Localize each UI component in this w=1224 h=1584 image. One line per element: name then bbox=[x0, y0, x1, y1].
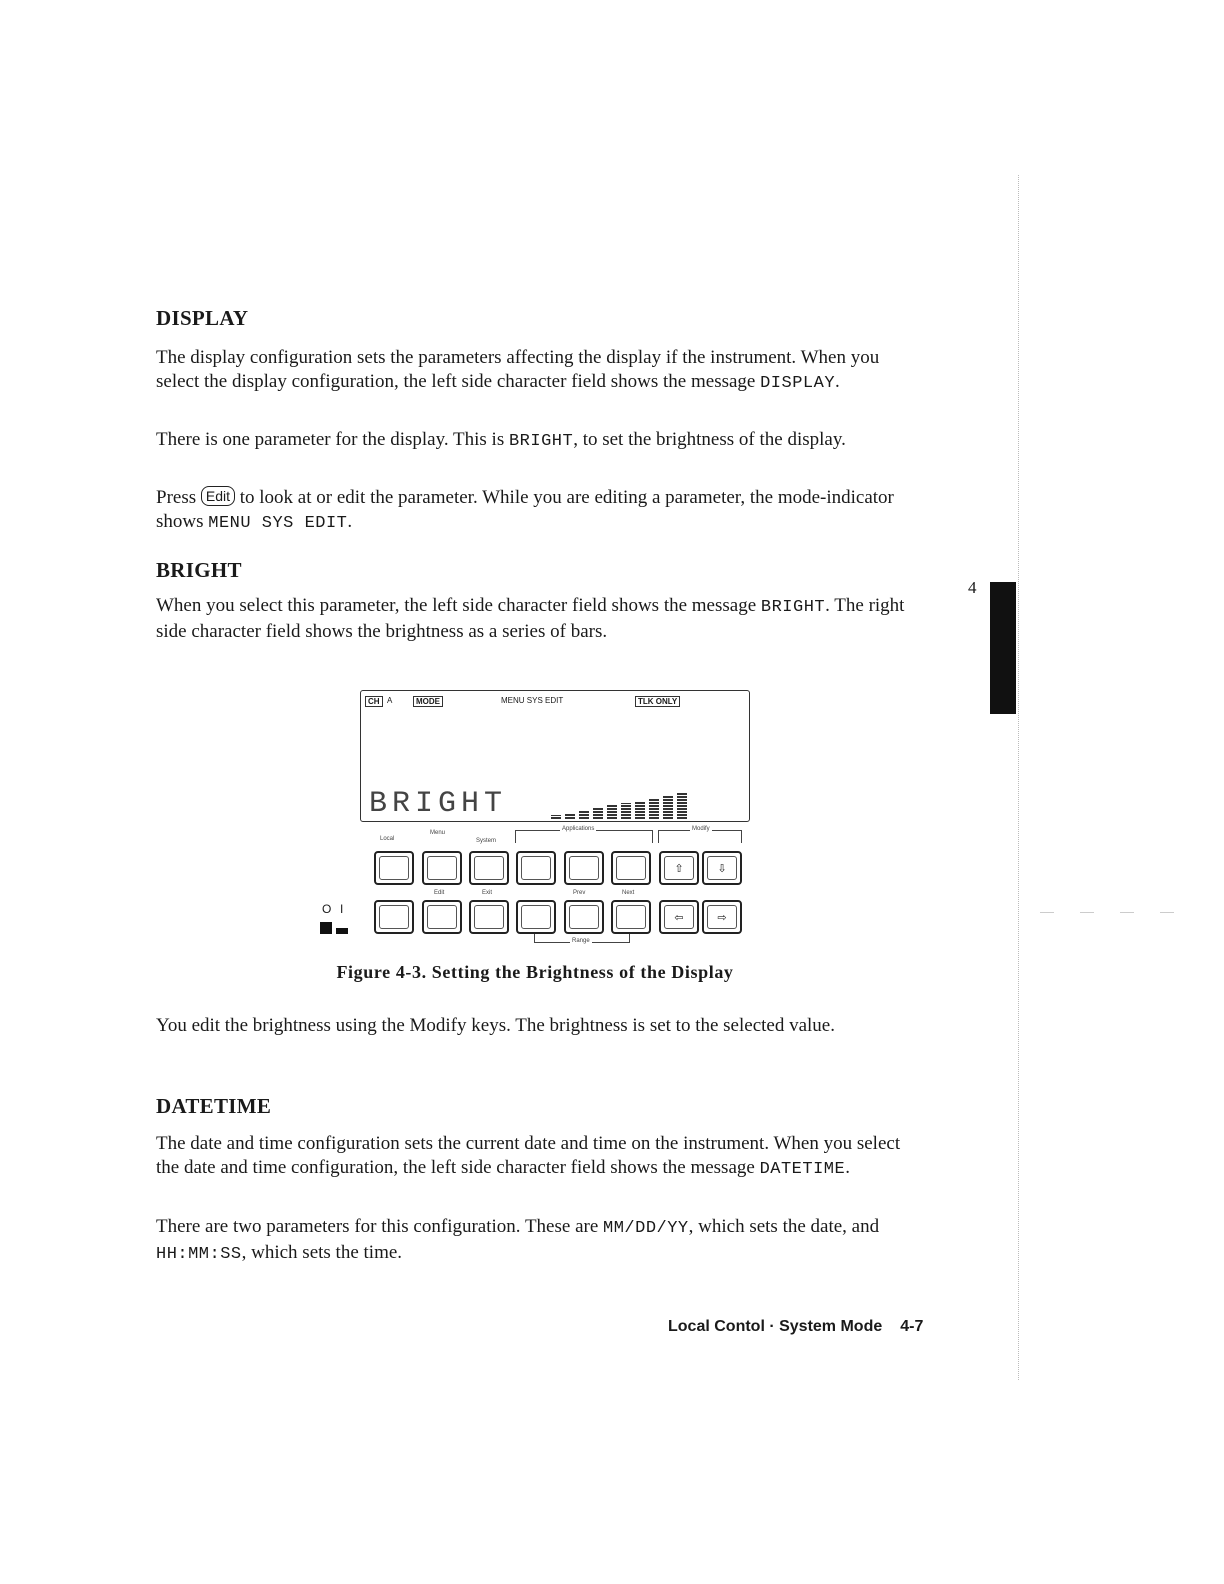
label-system: System bbox=[476, 838, 497, 844]
label-exit: Exit bbox=[482, 890, 493, 896]
app-key-1[interactable] bbox=[516, 851, 556, 885]
margin-dash bbox=[1080, 912, 1094, 913]
range-up-key[interactable] bbox=[564, 900, 604, 934]
text: The display configuration sets the parameters affecting the display if the instrument. When you select the display configuration, the left side character field shows the message bbox=[156, 347, 880, 392]
bottom-key-3[interactable] bbox=[469, 900, 509, 934]
code-datetime: DATETIME bbox=[759, 1160, 846, 1179]
app-key-2[interactable] bbox=[564, 851, 604, 885]
indicator-mode: MODE bbox=[413, 696, 443, 707]
lcd-big-text: BRIGHT bbox=[369, 787, 508, 821]
text: , to set the brightness of the display. bbox=[573, 429, 846, 450]
range-down-key[interactable] bbox=[611, 900, 651, 934]
text: The date and time configuration sets the current date and time on the instrument. When you select the date and time configuration, the left side character field shows the message bbox=[156, 1133, 901, 1178]
code-menu-sys-edit: MENU SYS EDIT bbox=[208, 514, 348, 533]
indicator-a: A bbox=[387, 696, 393, 705]
brightness-bar bbox=[635, 801, 645, 819]
text: , which sets the date, and bbox=[688, 1216, 880, 1237]
text: There is one parameter for the display. This is bbox=[156, 429, 509, 450]
figure-caption: Figure 4-3. Setting the Brightness of the Display bbox=[336, 962, 734, 982]
local-key[interactable] bbox=[374, 851, 414, 885]
power-switch-on[interactable] bbox=[336, 928, 348, 934]
modify-right-key[interactable] bbox=[702, 900, 742, 934]
power-switch-off[interactable] bbox=[320, 922, 332, 934]
system-key[interactable] bbox=[469, 851, 509, 885]
display-paragraph-2 bbox=[156, 428, 916, 454]
arrow-down-icon: ⇩ bbox=[717, 862, 727, 875]
power-on-label: I bbox=[340, 902, 344, 916]
indicator-menu-sys-edit: MENU SYS EDIT bbox=[501, 696, 564, 705]
label-menu: Menu bbox=[430, 830, 446, 836]
label-applications: Applications bbox=[562, 826, 595, 832]
brightness-bar bbox=[649, 798, 659, 819]
datetime-paragraph-1 bbox=[156, 1132, 916, 1182]
modify-up-key[interactable] bbox=[659, 851, 699, 885]
label-modify: Modify bbox=[692, 826, 710, 832]
indicator-tlk-only: TLK ONLY bbox=[635, 696, 680, 707]
brightness-bar bbox=[565, 813, 575, 819]
brightness-bar bbox=[607, 805, 617, 819]
margin-dash bbox=[1160, 912, 1174, 913]
front-panel-figure bbox=[310, 688, 760, 950]
zero-key[interactable] bbox=[422, 900, 462, 934]
display-paragraph-3 bbox=[156, 486, 916, 536]
auto-key[interactable] bbox=[516, 900, 556, 934]
label-edit: Edit bbox=[434, 890, 445, 896]
power-off-label: O bbox=[322, 902, 332, 916]
display-paragraph-1 bbox=[156, 346, 916, 396]
brightness-bar bbox=[677, 793, 687, 819]
margin-dash bbox=[1120, 912, 1134, 913]
page-number: 4-7 bbox=[900, 1318, 924, 1335]
chapter-tab-marker bbox=[990, 582, 1016, 714]
brightness-bar bbox=[551, 815, 561, 819]
edit-key-icon: Edit bbox=[201, 486, 235, 506]
text: . bbox=[835, 371, 840, 392]
label-next: Next bbox=[622, 890, 635, 896]
margin-rule bbox=[1018, 175, 1019, 1380]
text: . The right side character field shows the brightness as a series of bars. bbox=[156, 595, 905, 642]
brightness-bar bbox=[621, 803, 631, 819]
text: , which sets the time. bbox=[241, 1242, 403, 1263]
brightness-bar bbox=[663, 796, 673, 819]
text: There are two parameters for this configuration. These are bbox=[156, 1216, 604, 1237]
arrow-up-icon: ⇧ bbox=[674, 862, 684, 875]
code-bright: BRIGHT bbox=[508, 432, 574, 451]
bright-paragraph-1 bbox=[156, 594, 916, 644]
indicator-ch: CH bbox=[365, 696, 383, 707]
blank-key[interactable] bbox=[374, 900, 414, 934]
text: Press bbox=[156, 487, 201, 508]
datetime-paragraph-2 bbox=[156, 1215, 916, 1267]
section-heading-display: DISPLAY bbox=[156, 306, 249, 330]
section-heading-bright: BRIGHT bbox=[156, 558, 242, 582]
label-prev: Prev bbox=[573, 890, 586, 896]
code-display: DISPLAY bbox=[760, 374, 836, 393]
text: . bbox=[347, 511, 353, 532]
modify-down-key[interactable] bbox=[702, 851, 742, 885]
code-date-format: MM/DD/YY bbox=[603, 1219, 689, 1238]
footer-title: Local Contol · System Mode bbox=[668, 1318, 883, 1335]
label-range: Range bbox=[572, 938, 590, 944]
code-bright: BRIGHT bbox=[760, 598, 826, 617]
section-heading-datetime: DATETIME bbox=[156, 1094, 272, 1118]
text: When you select this parameter, the left side character field shows the message bbox=[156, 595, 761, 616]
after-figure-paragraph: You edit the brightness using the Modify keys. The brightness is set to the selected value. bbox=[156, 1015, 835, 1036]
modify-left-key[interactable] bbox=[659, 900, 699, 934]
brightness-bars bbox=[551, 791, 701, 819]
code-time-format: HH:MM:SS bbox=[156, 1245, 242, 1264]
arrow-right-icon: ⇨ bbox=[717, 911, 727, 924]
arrow-left-icon: ⇦ bbox=[674, 911, 684, 924]
menu-key[interactable] bbox=[422, 851, 462, 885]
page-footer bbox=[668, 1318, 923, 1336]
lcd-display bbox=[360, 690, 750, 822]
app-key-3[interactable] bbox=[611, 851, 651, 885]
text: . bbox=[845, 1157, 850, 1178]
text: to look at or edit the parameter. While you are editing a parameter, the mode-indicator shows bbox=[156, 487, 894, 532]
margin-dash bbox=[1040, 912, 1054, 913]
label-local: Local bbox=[380, 836, 395, 842]
brightness-bar bbox=[579, 810, 589, 819]
chapter-tab-number: 4 bbox=[968, 578, 977, 597]
brightness-bar bbox=[593, 808, 603, 819]
